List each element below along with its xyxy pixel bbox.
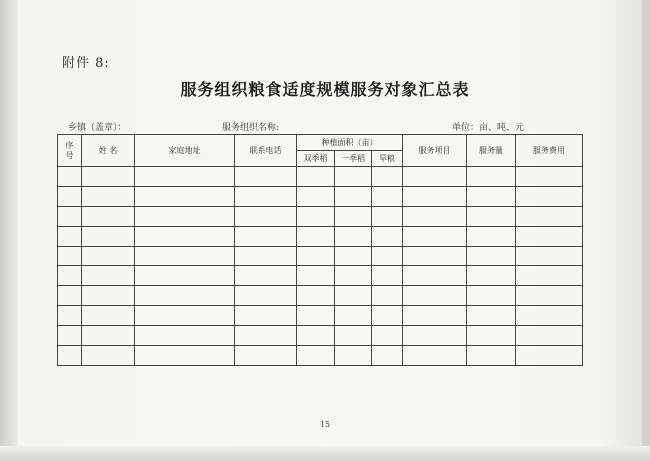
table-row — [58, 326, 583, 346]
table-cell — [82, 226, 135, 246]
page-number: 15 — [319, 420, 331, 429]
table-row — [58, 246, 583, 266]
table-cell — [235, 346, 297, 366]
page-bottom-edge — [0, 446, 650, 461]
table-cell — [297, 326, 335, 346]
table-cell — [235, 167, 297, 187]
table-cell — [372, 286, 403, 306]
table-row — [58, 306, 583, 326]
table-cell — [403, 346, 467, 366]
table-cell — [58, 346, 82, 366]
table-cell — [516, 226, 583, 246]
table-cell — [235, 306, 297, 326]
table-cell — [235, 326, 297, 346]
table-cell — [403, 226, 467, 246]
attachment-label: 附件 8: — [62, 56, 110, 71]
page-title: 服务组织粮食适度规模服务对象汇总表 — [180, 80, 470, 99]
table-cell — [372, 186, 403, 206]
table-row — [58, 167, 583, 187]
table-cell — [135, 226, 235, 246]
table-cell — [135, 346, 235, 366]
table-cell — [235, 206, 297, 226]
table-cell — [82, 167, 135, 187]
table-cell — [135, 266, 235, 286]
table-cell — [235, 266, 297, 286]
page-right-edge — [642, 0, 650, 461]
table-cell — [335, 306, 372, 326]
table-cell — [467, 186, 516, 206]
table-cell — [403, 286, 467, 306]
table-cell — [335, 206, 372, 226]
table-row — [58, 346, 583, 366]
table-cell — [403, 326, 467, 346]
table-cell — [335, 226, 372, 246]
table-cell — [297, 286, 335, 306]
table-cell — [516, 306, 583, 326]
table-row — [58, 186, 583, 206]
table-cell — [516, 246, 583, 266]
table-cell — [82, 266, 135, 286]
table-row — [58, 266, 583, 286]
table-cell — [82, 186, 135, 206]
table-row — [58, 206, 583, 226]
table-cell — [467, 326, 516, 346]
service-org-label: 服务组织名称: — [222, 123, 280, 133]
table-cell — [403, 167, 467, 187]
table-cell — [135, 167, 235, 187]
table-cell — [58, 206, 82, 226]
table-cell — [235, 286, 297, 306]
table-cell — [297, 346, 335, 366]
table-cell — [403, 246, 467, 266]
table-cell — [403, 306, 467, 326]
table-cell — [372, 306, 403, 326]
table-cell — [135, 306, 235, 326]
table-cell — [516, 266, 583, 286]
table-row — [58, 286, 583, 306]
table-cell — [82, 326, 135, 346]
table-cell — [467, 286, 516, 306]
table-cell — [235, 226, 297, 246]
table-cell — [82, 346, 135, 366]
header-service-fee: 服务费用 — [516, 135, 583, 167]
table-cell — [372, 167, 403, 187]
table-cell — [467, 306, 516, 326]
unit-label: 单位：亩、吨、元 — [452, 123, 525, 133]
table-cell — [372, 246, 403, 266]
table-cell — [335, 186, 372, 206]
table-cell — [297, 186, 335, 206]
table-cell — [58, 186, 82, 206]
table-cell — [335, 286, 372, 306]
table-cell — [467, 226, 516, 246]
header-planting-area: 种植面积（亩） — [297, 135, 403, 151]
table-cell — [372, 206, 403, 226]
table-cell — [58, 226, 82, 246]
table-cell — [297, 206, 335, 226]
table-cell — [135, 286, 235, 306]
table-cell — [235, 246, 297, 266]
table-cell — [516, 206, 583, 226]
table-cell — [82, 286, 135, 306]
table-cell — [58, 306, 82, 326]
table-cell — [82, 306, 135, 326]
table-cell — [403, 206, 467, 226]
table-cell — [58, 167, 82, 187]
table-cell — [467, 246, 516, 266]
town-stamp-label: 乡镇（盖章）： — [68, 123, 127, 133]
summary-table — [57, 134, 583, 366]
header-name: 姓 名 — [82, 135, 135, 167]
table-cell — [135, 246, 235, 266]
table-cell — [467, 206, 516, 226]
table-cell — [297, 246, 335, 266]
header-seq: 序号 — [58, 135, 82, 167]
header-single-rice: 一季稻 — [335, 151, 372, 167]
table-cell — [335, 167, 372, 187]
table-cell — [467, 346, 516, 366]
table-cell — [467, 266, 516, 286]
table-cell — [58, 246, 82, 266]
table-cell — [516, 286, 583, 306]
table-cell — [297, 226, 335, 246]
page-left-edge — [0, 0, 18, 461]
table-cell — [297, 266, 335, 286]
table-body — [58, 167, 583, 366]
header-phone: 联系电话 — [235, 135, 297, 167]
table-row — [58, 226, 583, 246]
table-cell — [58, 266, 82, 286]
table-cell — [335, 326, 372, 346]
table-cell — [58, 326, 82, 346]
table-cell — [297, 167, 335, 187]
table-cell — [467, 167, 516, 187]
table-cell — [516, 346, 583, 366]
table-cell — [372, 346, 403, 366]
table-cell — [372, 226, 403, 246]
table-cell — [135, 326, 235, 346]
table-cell — [235, 186, 297, 206]
header-service-item: 服务项目 — [403, 135, 467, 167]
header-double-rice: 双季稻 — [297, 151, 335, 167]
header-dry-grain: 旱粮 — [372, 151, 403, 167]
table-cell — [335, 266, 372, 286]
table-cell — [516, 186, 583, 206]
header-service-amount: 服务量 — [467, 135, 516, 167]
table-cell — [135, 186, 235, 206]
table-cell — [372, 326, 403, 346]
table-cell — [372, 266, 403, 286]
table-cell — [82, 246, 135, 266]
table-cell — [335, 346, 372, 366]
table-cell — [58, 286, 82, 306]
table-cell — [135, 206, 235, 226]
table-cell — [297, 306, 335, 326]
table-cell — [403, 266, 467, 286]
table-cell — [403, 186, 467, 206]
table-cell — [335, 246, 372, 266]
table-cell — [82, 206, 135, 226]
table-cell — [516, 326, 583, 346]
header-address: 家庭地址 — [135, 135, 235, 167]
table-cell — [516, 167, 583, 187]
